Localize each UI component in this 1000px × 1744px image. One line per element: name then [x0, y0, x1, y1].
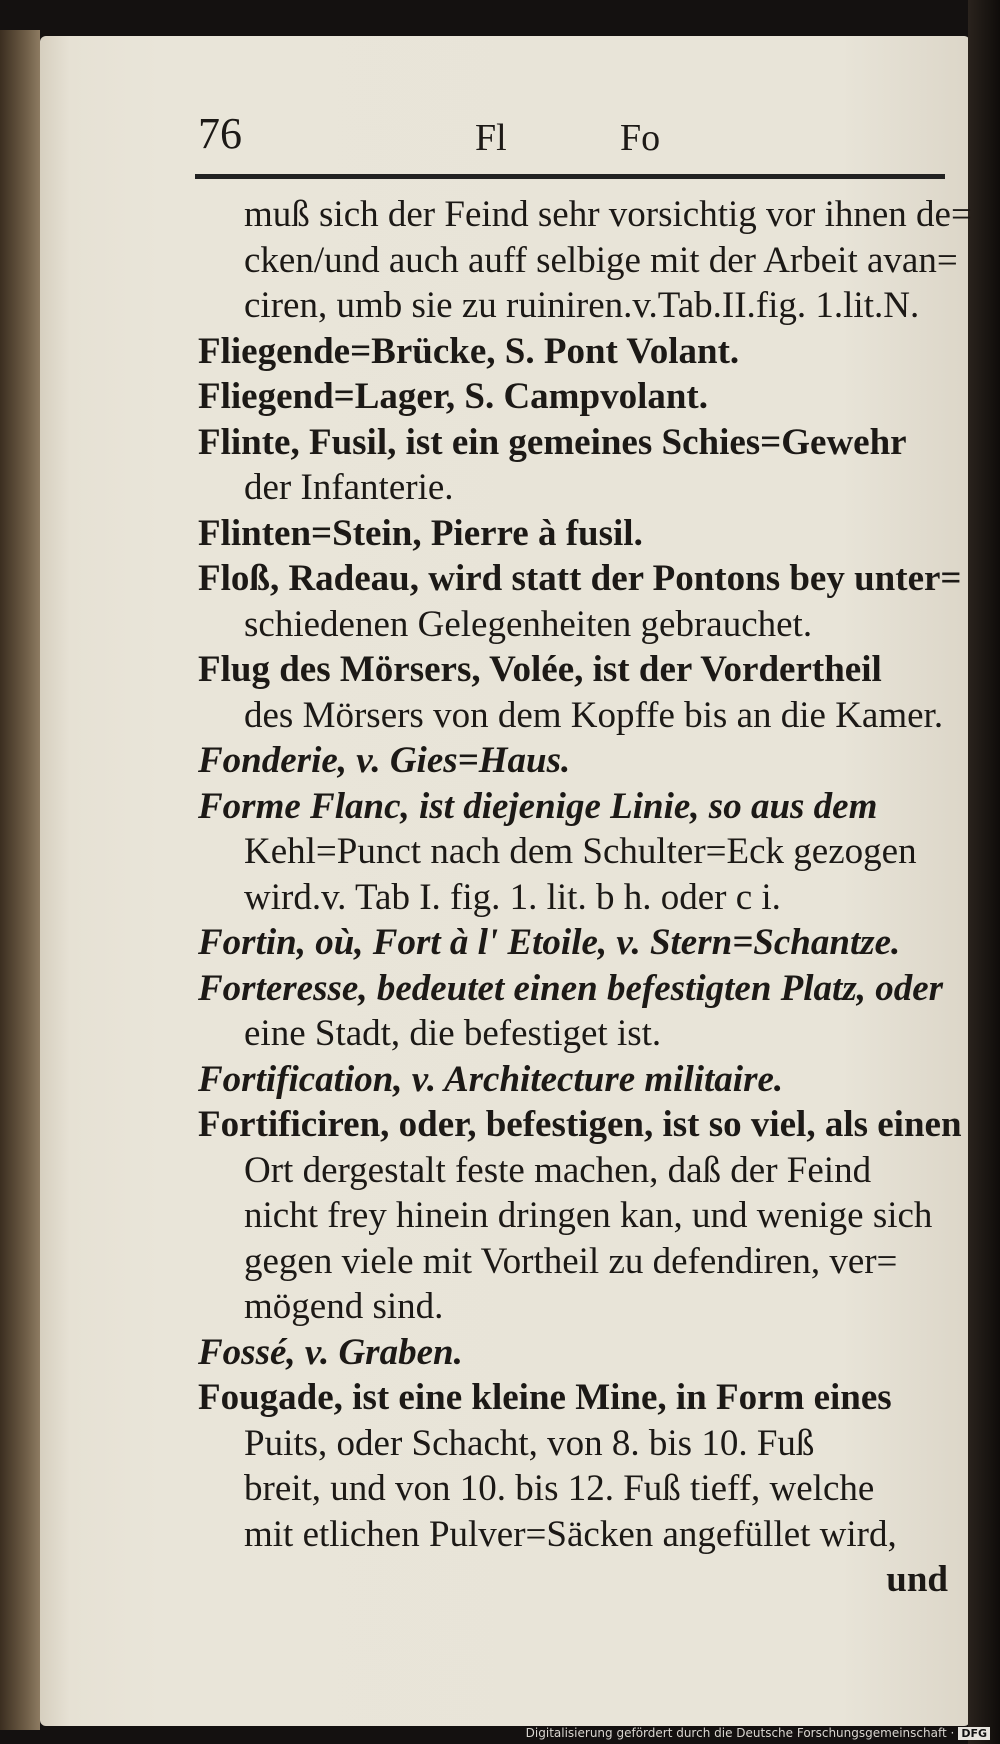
credit-text: Digitalisierung gefördert durch die Deutsche Forschungsgemeinschaft ·: [525, 1726, 955, 1740]
text-line: Floß, Radeau, wird statt der Pontons bey unter=: [198, 558, 962, 599]
text-line: des Mörsers von dem Kopffe bis an die Kamer.: [244, 694, 944, 736]
text-line: Flinten=Stein, Pierre à fusil.: [198, 512, 643, 554]
text-line: gegen viele mit Vortheil zu defendiren, ver=: [244, 1240, 898, 1282]
text-line: Fougade, ist eine kleine Mine, in Form eines: [198, 1377, 892, 1418]
header-left-catchword: Fl: [475, 117, 507, 159]
text-line: Fonderie, v. Gies=Haus.: [198, 740, 571, 781]
dictionary-text: [198, 192, 972, 1603]
text-line: nicht frey hinein dringen kan, und wenige sich: [244, 1195, 933, 1236]
text-line: mit etlichen Pulver=Säcken angefüllet wird,: [244, 1513, 897, 1555]
text-line: eine Stadt, die befestiget ist.: [244, 1013, 662, 1054]
text-line: Fliegende=Brücke, S. Pont Volant.: [198, 330, 740, 372]
text-line: Fortification, v. Architecture militaire.: [198, 1058, 784, 1100]
text-line: und: [886, 1559, 948, 1600]
header-right-catchword: Fo: [620, 117, 661, 159]
text-line: Flinte, Fusil, ist ein gemeines Schies=Gewehr: [198, 421, 907, 463]
dfg-logo: DFG: [958, 1727, 990, 1740]
text-line: muß sich der Feind sehr vorsichtig vor ihnen de=: [244, 194, 972, 235]
text-line: cken/und auch auff selbige mit der Arbeit avan=: [244, 239, 958, 281]
text-line: Fliegend=Lager, S. Campvolant.: [198, 376, 708, 417]
text-line: Fortin, où, Fort à l' Etoile, v. Stern=Schantze.: [198, 922, 901, 963]
text-line: Flug des Mörsers, Volée, ist der Vordertheil: [198, 649, 882, 690]
header-rule: [195, 174, 945, 179]
text-line: Fortificiren, oder, befestigen, ist so viel, als einen: [198, 1104, 962, 1145]
text-line: Puits, oder Schacht, von 8. bis 10. Fuß: [244, 1422, 815, 1464]
text-line: der Infanterie.: [244, 467, 454, 508]
text-line: Forteresse, bedeutet einen befestigten Platz, oder: [198, 967, 944, 1009]
text-line: schiedenen Gelegenheiten gebrauchet.: [244, 603, 813, 645]
text-line: Fossé, v. Graben.: [198, 1331, 463, 1373]
running-header: [0, 108, 1000, 168]
text-line: Ort dergestalt feste machen, daß der Feind: [244, 1149, 872, 1191]
page-edge: [968, 0, 1000, 1744]
text-line: mögend sind.: [244, 1286, 444, 1327]
text-line: Forme Flanc, ist diejenige Linie, so aus dem: [198, 785, 878, 827]
text-line: wird.v. Tab I. fig. 1. lit. b h. oder c i.: [244, 876, 781, 918]
book-spine: [0, 30, 40, 1730]
text-line: Kehl=Punct nach dem Schulter=Eck gezogen: [244, 831, 917, 872]
text-line: breit, und von 10. bis 12. Fuß tieff, welche: [244, 1468, 875, 1509]
text-line: ciren, umb sie zu ruiniren.v.Tab.II.fig. 1.lit.N.: [244, 285, 920, 326]
page-number: 76: [198, 109, 242, 158]
digitization-credit: [526, 1726, 990, 1740]
